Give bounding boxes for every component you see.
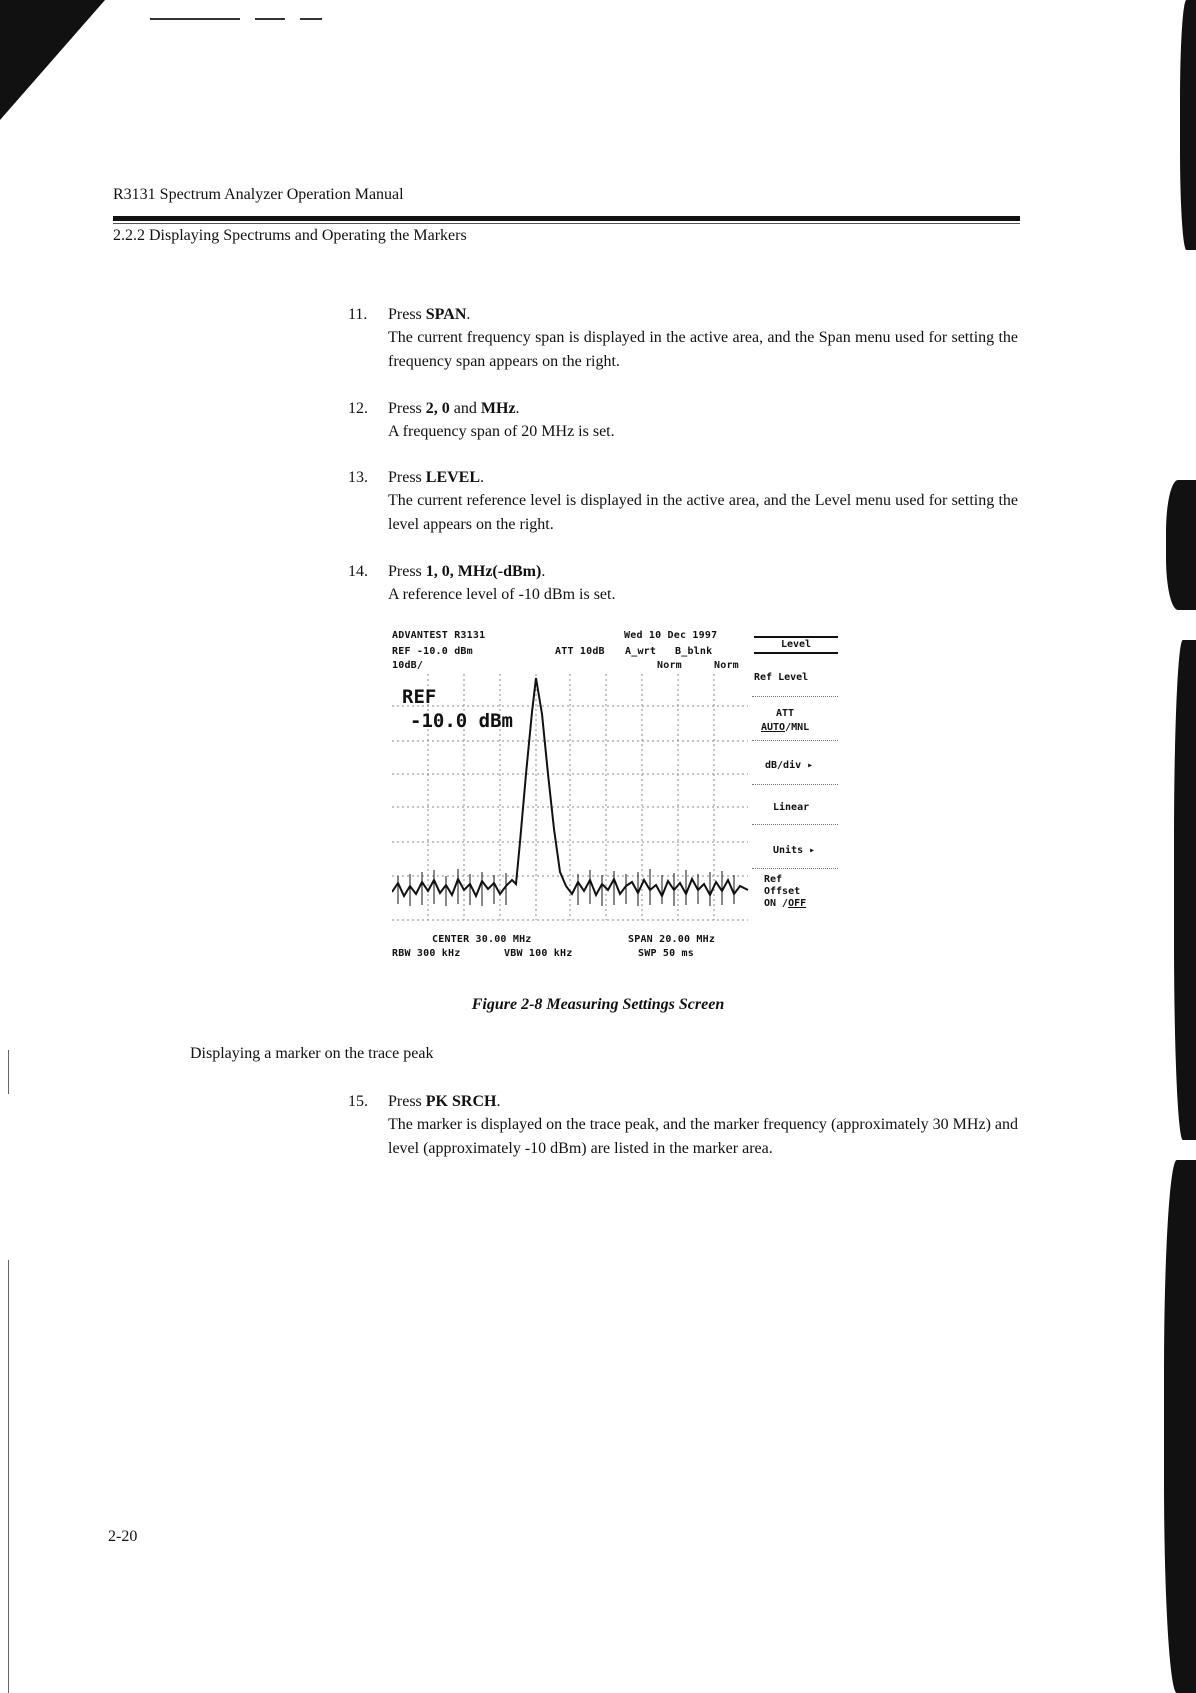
figure-caption: Figure 2-8 Measuring Settings Screen: [471, 996, 725, 1013]
softkey-separator: [752, 868, 838, 869]
step-instruction: Press PK SRCH.: [388, 1093, 501, 1110]
scan-top-line: [255, 18, 285, 20]
center-frequency: CENTER 30.00 MHz: [432, 934, 532, 945]
section-title: 2.2.2 Displaying Spectrums and Operating the Markers: [113, 227, 467, 244]
step-instruction: Press 2, 0 and MHz.: [388, 400, 520, 417]
step-number: 11.: [348, 306, 368, 323]
step-description: The current reference level is displayed in the active area, and the Level menu used for setting the level appears on the right.: [388, 492, 1018, 533]
softkey-ref-offset-label[interactable]: Ref: [764, 874, 783, 885]
video-bandwidth: VBW 100 kHz: [504, 948, 573, 959]
frequency-span: SPAN 20.00 MHz: [628, 934, 716, 945]
step-description: A frequency span of 20 MHz is set.: [388, 423, 615, 440]
trace-a-detector: Norm: [657, 660, 682, 671]
softkey-ref-level[interactable]: Ref Level: [754, 672, 809, 683]
step-instruction: Press LEVEL.: [388, 469, 485, 486]
scan-left-mark: [8, 1050, 9, 1094]
softkey-separator: [752, 784, 838, 785]
step-number: 13.: [348, 469, 368, 486]
softkey-db-div[interactable]: dB/div ▸: [765, 760, 814, 771]
softkey-separator: [752, 696, 838, 697]
step-number: 15.: [348, 1093, 368, 1110]
step-description: The current frequency span is displayed in the active area, and the Span menu used for setting the frequency span appears on the right.: [388, 329, 1018, 370]
att-manual-option: /MNL: [785, 722, 810, 733]
softkey-att[interactable]: ATT: [776, 708, 795, 719]
scan-corner-shadow: [0, 0, 105, 120]
step-instruction: Press 1, 0, MHz(-dBm).: [388, 563, 546, 580]
trace-b-detector: Norm: [714, 660, 739, 671]
offset-on-option: ON /: [764, 898, 789, 909]
softkey-att-mode[interactable]: [761, 722, 809, 733]
offset-off-option: OFF: [788, 898, 807, 909]
sweep-time: SWP 50 ms: [638, 948, 694, 959]
trace-b-mode: B_blnk: [675, 646, 713, 657]
scan-edge-shadow: [1166, 480, 1196, 610]
softkey-ref-offset-toggle[interactable]: [764, 898, 806, 909]
subsection-text: Displaying a marker on the trace peak: [190, 1045, 434, 1062]
softkey-separator: [752, 824, 838, 825]
softkey-ref-offset-label-2[interactable]: Offset: [764, 886, 801, 897]
step-description: The marker is displayed on the trace peak, and the marker frequency (approximately 30 MHz) and level (approximately -10 dBm) are listed in the marker area.: [388, 1116, 1018, 1157]
vertical-scale: 10dB/: [392, 660, 424, 671]
page-number: 2-20: [108, 1528, 138, 1545]
softkey-units[interactable]: Units ▸: [773, 845, 816, 856]
step-number: 12.: [348, 400, 368, 417]
reference-level-readout: REF -10.0 dBm: [392, 646, 473, 657]
manual-title: R3131 Spectrum Analyzer Operation Manual: [113, 186, 404, 203]
screen-date: Wed 10 Dec 1997: [624, 630, 718, 641]
trace-a-mode: A_wrt: [625, 646, 657, 657]
scan-edge-shadow: [1164, 1160, 1196, 1693]
key-name: MHz: [480, 400, 516, 417]
scan-edge-shadow: [1180, 0, 1196, 250]
scan-top-line: [150, 18, 240, 20]
header-rule: [113, 216, 1020, 221]
key-name: SPAN: [425, 306, 467, 323]
instrument-brand: ADVANTEST R3131: [392, 630, 486, 641]
scan-edge-shadow: [1174, 640, 1196, 1140]
key-name: PK SRCH: [425, 1093, 497, 1110]
step-description: A reference level of -10 dBm is set.: [388, 586, 616, 603]
att-auto-option: AUTO: [761, 722, 786, 733]
attenuation-readout: ATT 10dB: [555, 646, 605, 657]
scan-left-mark: [8, 1260, 9, 1693]
step-instruction: Press SPAN.: [388, 306, 471, 323]
softkey-linear[interactable]: Linear: [773, 802, 810, 813]
scan-top-line: [300, 18, 322, 20]
key-name: LEVEL: [425, 469, 481, 486]
resolution-bandwidth: RBW 300 kHz: [392, 948, 461, 959]
step-number: 14.: [348, 563, 368, 580]
active-area-label: REF: [402, 686, 437, 708]
softkey-menu-title: Level: [754, 636, 838, 654]
key-name: 1, 0, MHz(-dBm): [425, 563, 542, 580]
softkey-separator: [752, 740, 838, 741]
header-rule-thin: [113, 223, 1020, 224]
analyzer-screen-figure: [392, 624, 842, 964]
key-name: 2, 0: [425, 400, 450, 417]
active-area-value: -10.0 dBm: [410, 710, 513, 732]
